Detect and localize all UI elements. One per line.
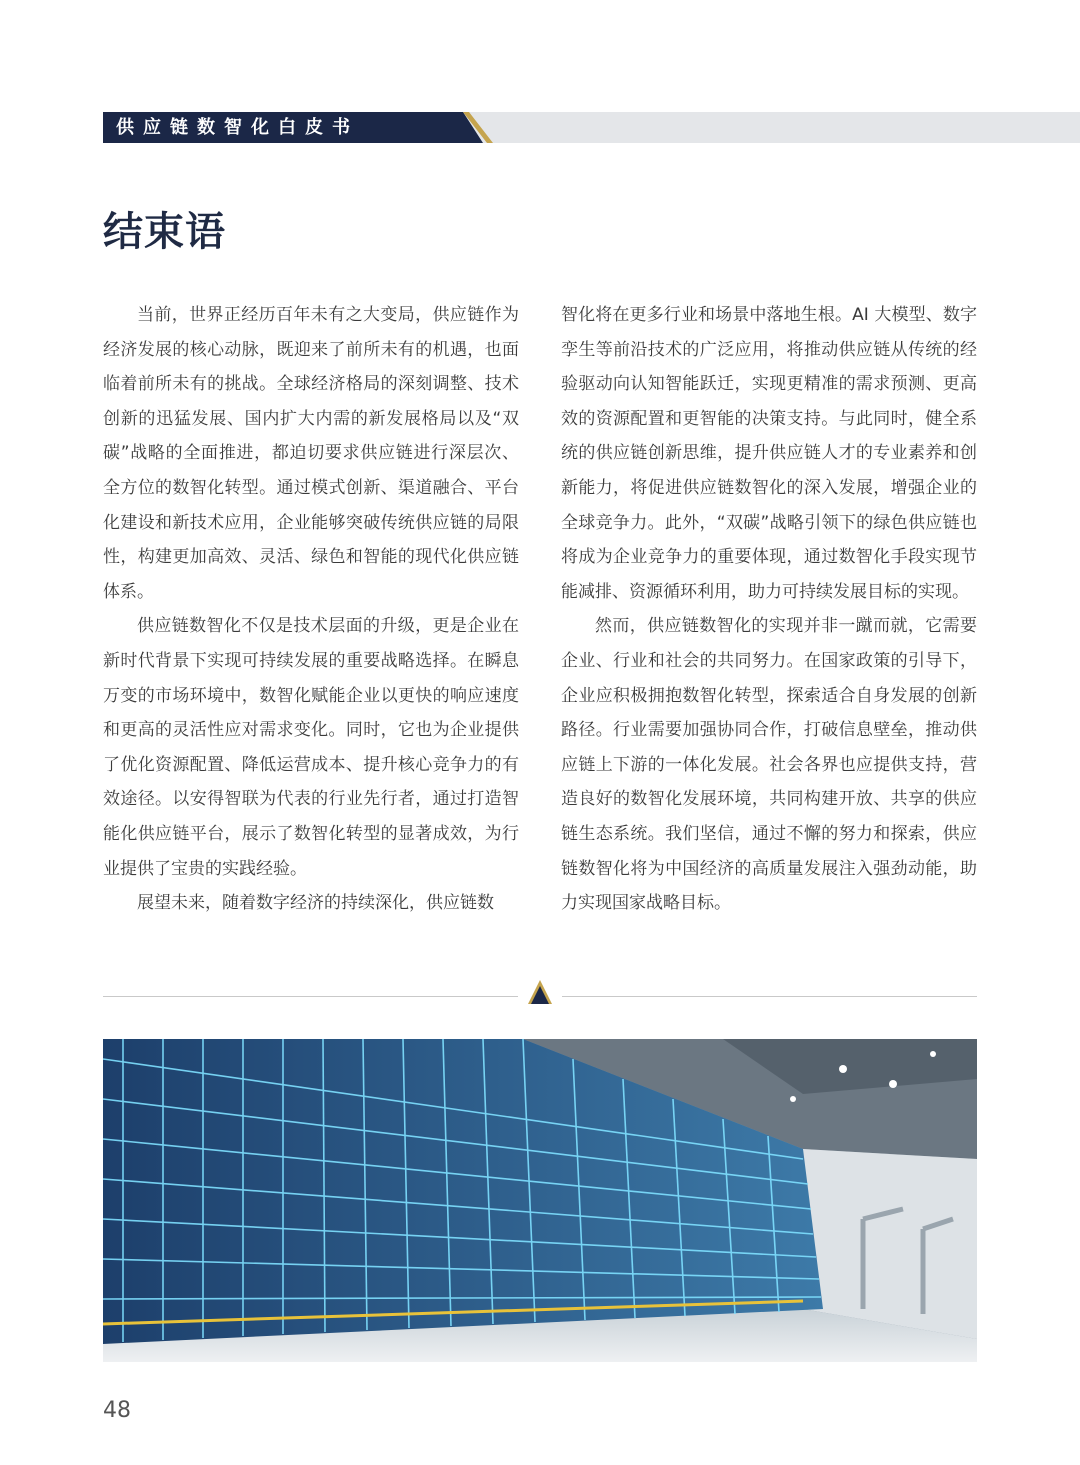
paragraph: 供应链数智化不仅是技术层面的升级，更是企业在新时代背景下实现可持续发展的重要战略选择。在瞬息万变的市场环境中，数智化赋能企业以更快的响应速度和更高的灵活性应对需求变化。同时，它也为企业提供了优化资源配置、降低运营成本、提升核心竞争力的有效途径。以安得智联为代表的行业先行者，通过打造智能化供应链平台，展示了数智化转型的显著成效，为行业提供了宝贵的实践经验。 xyxy=(103,616,519,879)
paragraph: 然而，供应链数智化的实现并非一蹴而就，它需要企业、行业和社会的共同努力。在国家政策的引导下，企业应积极拥抱数智化转型，探索适合自身发展的创新路径。行业需要加强协同合作，打破信息壁垒，推动供应链上下游的一体化发展。社会各界也应提供支持，营造良好的数智化发展环境，共同构建开放、共享的供应链生态系统。我们坚信，通过不懈的努力和探索，供应链数智化将为中国经济的高质量发展注入强劲动能，助力实现国家战略目标。 xyxy=(561,616,977,914)
body-column-left xyxy=(103,298,519,921)
body-column-right xyxy=(561,298,977,921)
section-divider xyxy=(103,980,977,1012)
automated-warehouse-image xyxy=(103,1039,977,1362)
section-title: 结束语 xyxy=(103,209,226,255)
header-title: 供应链数智化白皮书 xyxy=(116,117,359,138)
divider-line-left xyxy=(103,996,518,997)
header-band xyxy=(103,112,1080,143)
paragraph: 展望未来，随着数字经济的持续深化，供应链数 xyxy=(137,893,494,914)
triangle-emblem-icon xyxy=(528,980,552,1006)
page-number: 48 xyxy=(103,1398,131,1423)
paragraph: 当前，世界正经历百年未有之大变局，供应链作为经济发展的核心动脉，既迎来了前所未有的机遇，也面临着前所未有的挑战。全球经济格局的深刻调整、技术创新的迅猛发展、国内扩大内需的新发展格局以及“双碳”战略的全面推进，都迫切要求供应链进行深层次、全方位的数智化转型。通过模式创新、渠道融合、平台化建设和新技术应用，企业能够突破传统供应链的局限性，构建更加高效、灵活、绿色和智能的现代化供应链体系。 xyxy=(103,305,519,602)
divider-line-right xyxy=(562,996,977,997)
paragraph-continued: 智化将在更多行业和场景中落地生根。AI 大模型、数字孪生等前沿技术的广泛应用，将推动供应链从传统的经验驱动向认知智能跃迁，实现更精准的需求预测、更高效的资源配置和更智能的决策支持。与此同时，健全系统的供应链创新思维，提升供应链人才的专业素养和创新能力，将促进供应链数智化的深入发展，增强企业的全球竞争力。此外，“双碳”战略引领下的绿色供应链也将成为企业竞争力的重要体现，通过数智化手段实现节能减排、资源循环利用，助力可持续发展目标的实现。 xyxy=(561,305,977,602)
